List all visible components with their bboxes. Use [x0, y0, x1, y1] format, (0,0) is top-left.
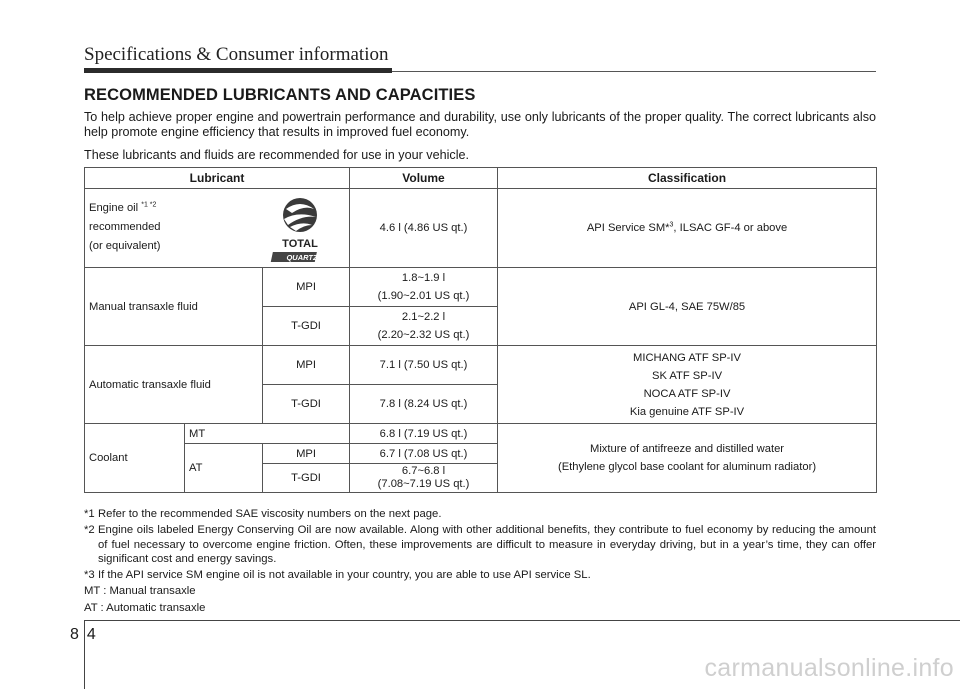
coolant-mpi-label: MPI: [263, 444, 350, 464]
engine-oil-label: Engine oil: [89, 202, 139, 214]
auto-tgdi-volume: 7.8 l (8.24 US qt.): [350, 385, 498, 424]
automatic-classification: MICHANG ATF SP-IV SK ATF SP-IV NOCA ATF SP-IV Kia genuine ATF SP-IV: [498, 346, 877, 424]
table-row-coolant-mt: [85, 424, 877, 444]
col-header-classification: Classification: [498, 168, 877, 189]
engine-oil-sup: *1 *2: [141, 201, 157, 209]
manual-mpi-volume: 1.8~1.9 l (1.90~2.01 US qt.): [350, 268, 498, 307]
auto-mpi-label: MPI: [263, 346, 350, 385]
coolant-mt-label: MT: [185, 424, 350, 444]
manual-mpi-label: MPI: [263, 268, 350, 307]
total-quartz-logo: [268, 195, 332, 267]
header-bar: [84, 68, 392, 73]
automatic-transaxle-label: Automatic transaxle fluid: [85, 346, 263, 424]
table-row-engine-oil: [85, 189, 877, 268]
watermark: carmanualsonline.info: [704, 654, 954, 682]
table-row-manual-mpi: [85, 268, 877, 307]
table-header-row: [85, 168, 877, 189]
auto-mpi-volume: 7.1 l (7.50 US qt.): [350, 346, 498, 385]
intro-paragraph: To help achieve proper engine and powertrain performance and durability, use only lubricants of the proper quality. The correct lubricants also help promote engine efficiency that results in improved fuel economy.: [84, 110, 876, 139]
col-header-lubricant: Lubricant: [85, 168, 350, 189]
footnote-1: *1 Refer to the recommended SAE viscosity numbers on the next page.: [84, 508, 442, 520]
page-number: 84: [70, 626, 104, 643]
coolant-label: Coolant: [85, 424, 185, 493]
abbrev-mt: MT : Manual transaxle: [84, 585, 196, 597]
coolant-at-label: AT: [185, 444, 263, 493]
manual-tgdi-label: T-GDI: [263, 307, 350, 346]
intro-note: These lubricants and fluids are recommended for use in your vehicle.: [84, 148, 470, 162]
manual-tgdi-volume: 2.1~2.2 l (2.20~2.32 US qt.): [350, 307, 498, 346]
lubricants-table: [84, 167, 877, 493]
manual-transaxle-label: Manual transaxle fluid: [85, 268, 263, 346]
section-header: Specifications & Consumer information: [84, 44, 389, 65]
engine-oil-equivalent: (or equivalent): [89, 240, 161, 252]
coolant-tgdi-label: T-GDI: [263, 464, 350, 493]
footer-rule: [84, 620, 960, 621]
engine-oil-cell: [85, 189, 350, 268]
page-title: RECOMMENDED LUBRICANTS AND CAPACITIES: [84, 86, 476, 104]
auto-tgdi-label: T-GDI: [263, 385, 350, 424]
header-rule: [392, 71, 876, 72]
coolant-mt-volume: 6.8 l (7.19 US qt.): [350, 424, 498, 444]
footnote-2: *2 Engine oils labeled Energy Conserving Oil are now available. Along with other additional benefits, they contribute to fuel economy by reducing the amount of fuel necessary to overcome engine friction. Often, these improvements are difficult to measure in everyday driving, but in a year’s time, they can offer significant cost and energy savings.: [84, 524, 876, 565]
engine-oil-classification: API Service SM*$^3$, ILSAC GF-4 or above: [498, 189, 877, 268]
svg-text:QUARTZ: QUARTZ: [286, 253, 318, 262]
table-row-auto-mpi: [85, 346, 877, 385]
footnote-3: *3 If the API service SM engine oil is not available in your country, you are able to use API service SL.: [84, 569, 591, 581]
coolant-mpi-volume: 6.7 l (7.08 US qt.): [350, 444, 498, 464]
svg-text:TOTAL: TOTAL: [282, 238, 318, 250]
abbrev-at: AT : Automatic transaxle: [84, 601, 206, 614]
engine-oil-recommended: recommended: [89, 221, 161, 233]
manual-classification: API GL-4, SAE 75W/85: [498, 268, 877, 346]
footnotes: [84, 507, 876, 617]
coolant-classification: Mixture of antifreeze and distilled water (Ethylene glycol base coolant for aluminum radiator): [498, 424, 877, 493]
coolant-tgdi-volume: 6.7~6.8 l (7.08~7.19 US qt.): [350, 464, 498, 493]
col-header-volume: Volume: [350, 168, 498, 189]
engine-oil-volume: 4.6 l (4.86 US qt.): [350, 189, 498, 268]
